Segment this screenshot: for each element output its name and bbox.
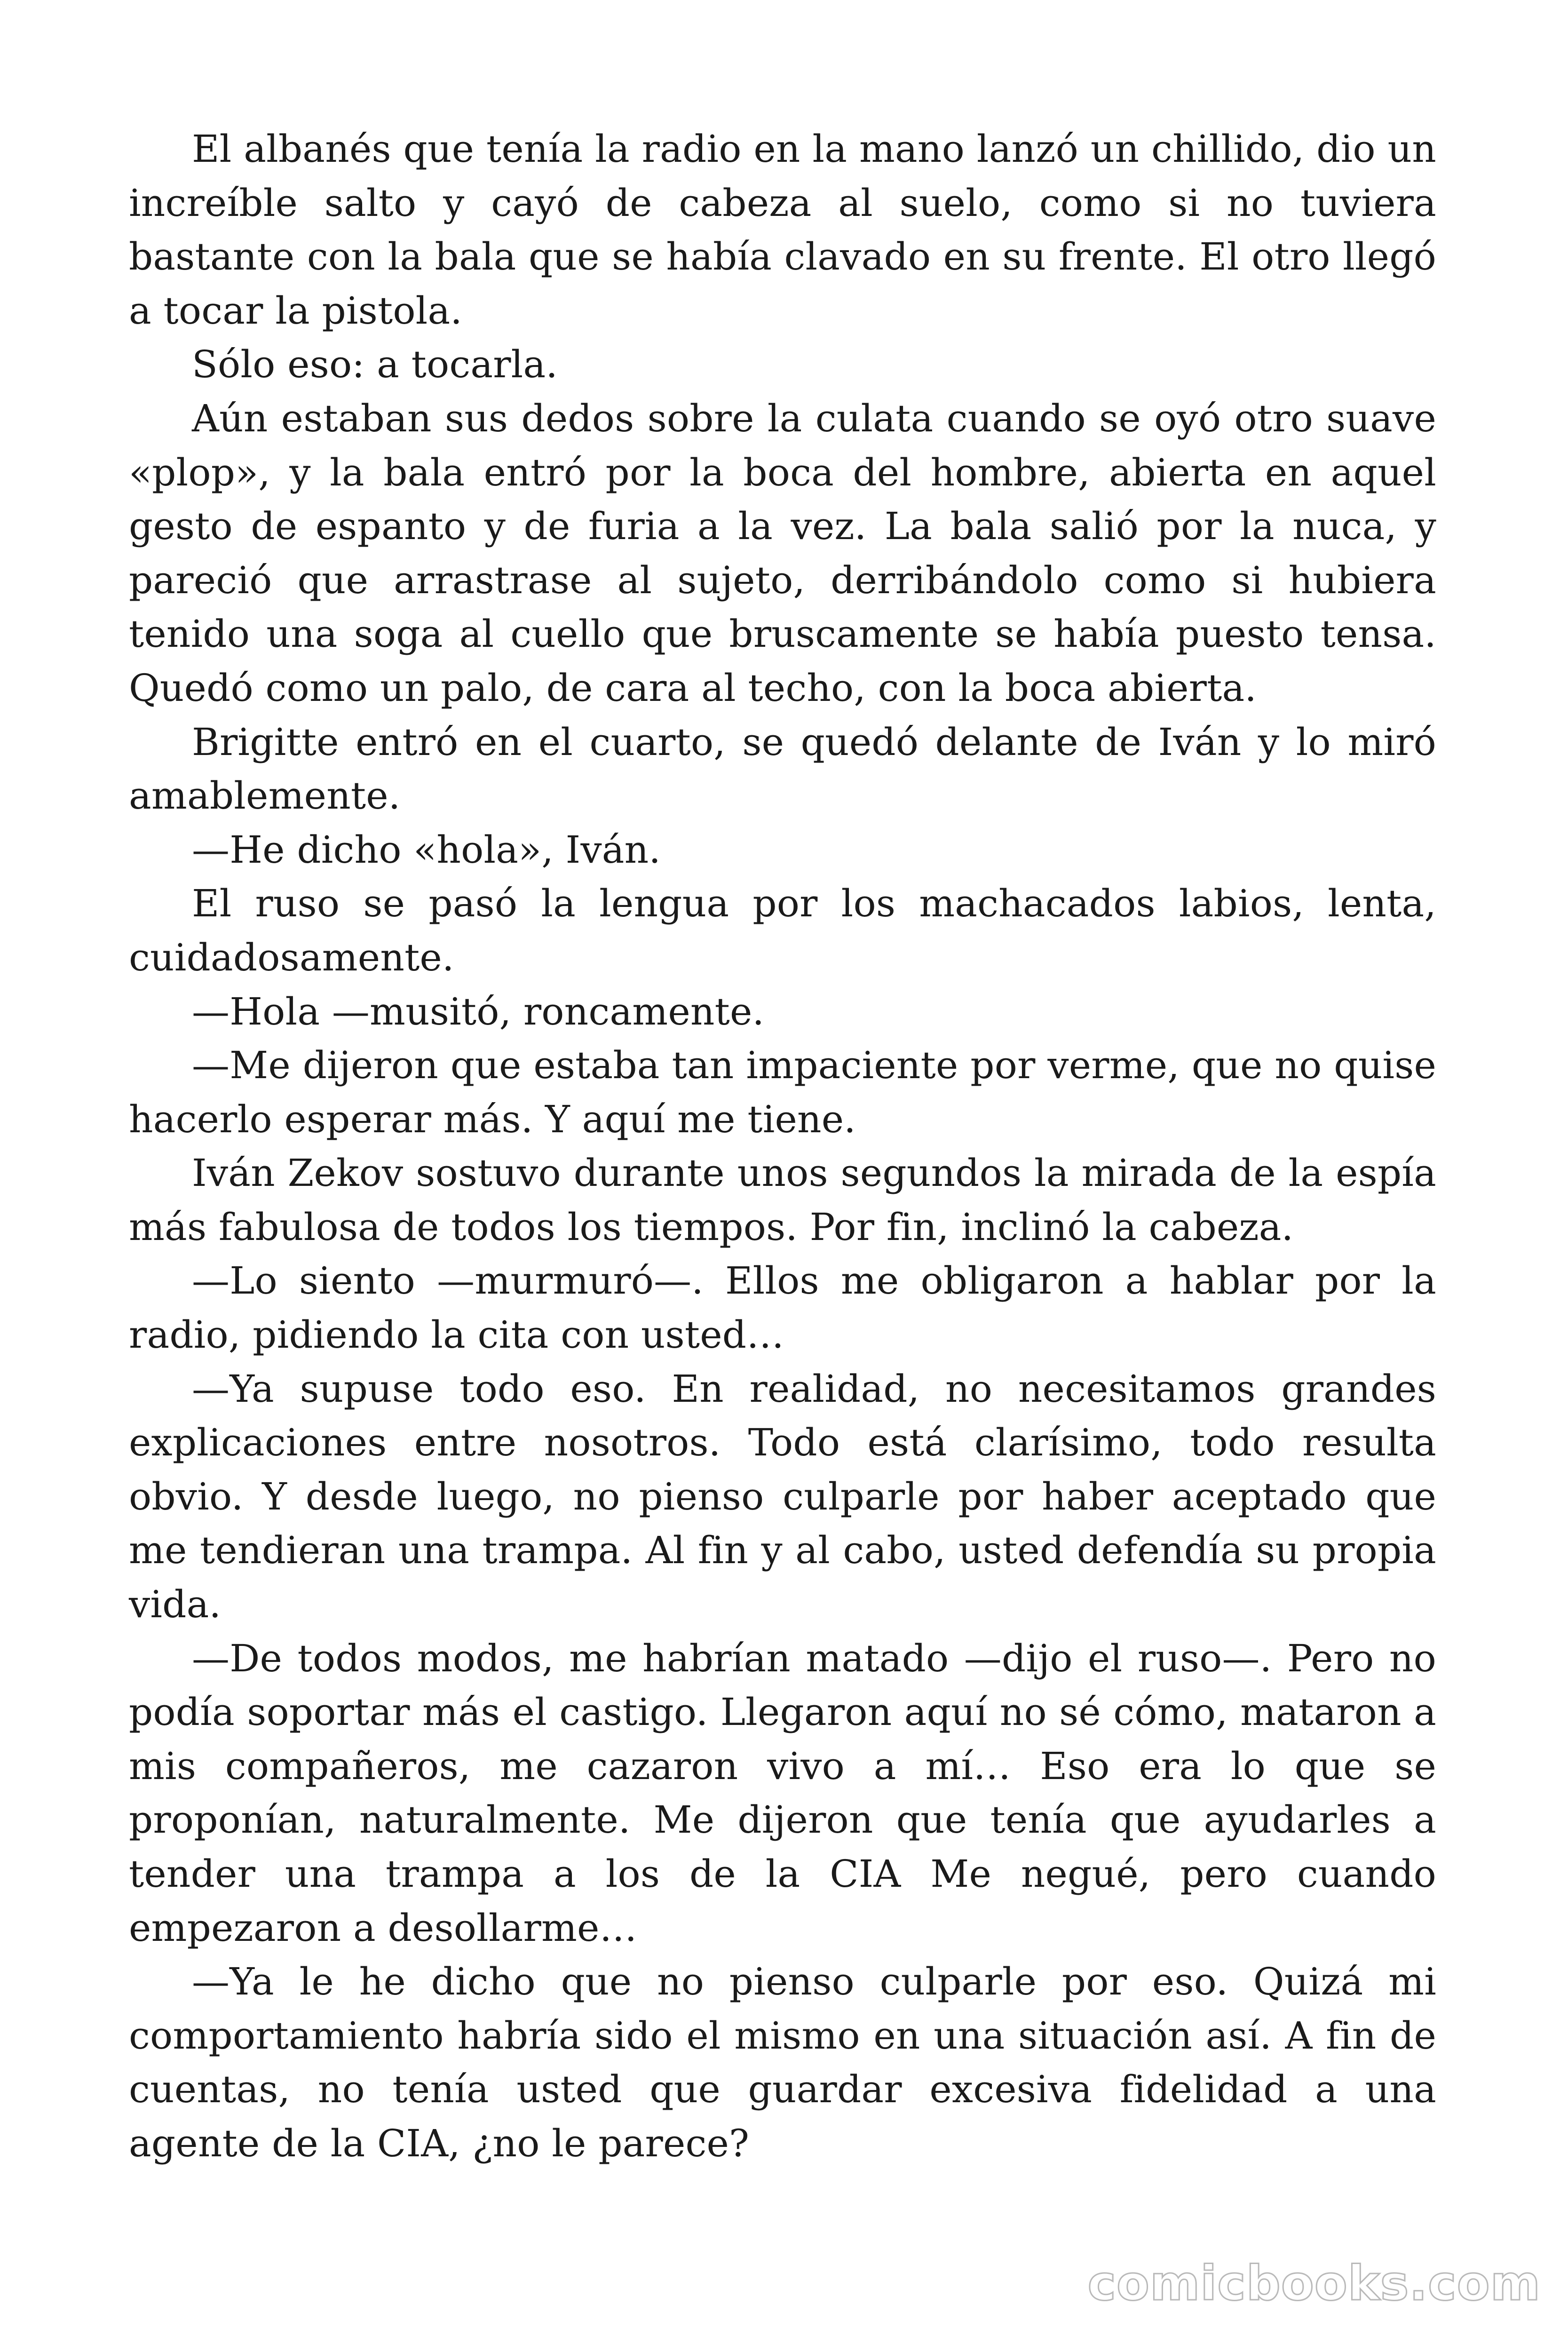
- paragraph-12: —De todos modos, me habrían matado —dijo el ruso—. Pero no podía soportar más el castigo. Llegaron aquí no sé cómo, mataron a mis compañeros, me cazaron vivo a mí… Eso era lo que se proponían, naturalmente. Me dijeron que tenía que ayudarles a tender una trampa a los de la CIA Me negué, pero cuando empezaron a desollarme…: [129, 1636, 1436, 1950]
- paragraph-9: Iván Zekov sostuvo durante unos segundos la mirada de la espía más fabulosa de todos los tiempos. Por fin, inclinó la cabeza.: [129, 1151, 1436, 1249]
- paragraph-4: Brigitte entró en el cuarto, se quedó delante de Iván y lo miró amablemente.: [129, 720, 1436, 818]
- body-text: [129, 122, 1436, 2171]
- paragraph-13: —Ya le he dicho que no pienso culparle por eso. Quizá mi comportamiento habría sido el mismo en una situación así. A fin de cuentas, no tenía usted que guardar excesiva fidelidad a una agente de la CIA, ¿no le parece?: [129, 1960, 1436, 2165]
- paragraph-6: El ruso se pasó la lengua por los machacados labios, lenta, cuidadosamente.: [129, 882, 1436, 979]
- paragraph-2: Sólo eso: a tocarla.: [192, 342, 558, 387]
- paragraph-1: El albanés que tenía la radio en la mano lanzó un chillido, dio un increíble salto y cayó de cabeza al suelo, como si no tuviera bastante con la bala que se había clavado en su frente. El otro llegó a tocar la pistola.: [129, 127, 1436, 333]
- paragraph-10: —Lo siento —murmuró—. Ellos me obligaron a hablar por la radio, pidiendo la cita con usted…: [129, 1259, 1436, 1357]
- paragraph-8: —Me dijeron que estaba tan impaciente por verme, que no quise hacerlo esperar más. Y aquí me tiene.: [129, 1043, 1436, 1141]
- paragraph-5: —He dicho «hola», Iván.: [192, 827, 661, 872]
- paragraph-3: Aún estaban sus dedos sobre la culata cuando se oyó otro suave «plop», y la bala entró por la boca del hombre, abierta en aquel gesto de espanto y de furia a la vez. La bala salió por la nuca, y pareció que arrastrase al sujeto, derribándolo como si hubiera tenido una soga al cuello que bruscamente se había puesto tensa. Quedó como un palo, de cara al techo, con la boca abierta.: [129, 396, 1436, 710]
- paragraph-7: —Hola —musitó, roncamente.: [192, 989, 765, 1033]
- paragraph-11: —Ya supuse todo eso. En realidad, no necesitamos grandes explicaciones entre nosotros. Todo está clarísimo, todo resulta obvio. Y desde luego, no pienso culparle por haber aceptado que me tendieran una trampa. Al fin y al cabo, usted defendía su propia vida.: [129, 1367, 1436, 1627]
- watermark: comicbooks.com: [1087, 2256, 1541, 2312]
